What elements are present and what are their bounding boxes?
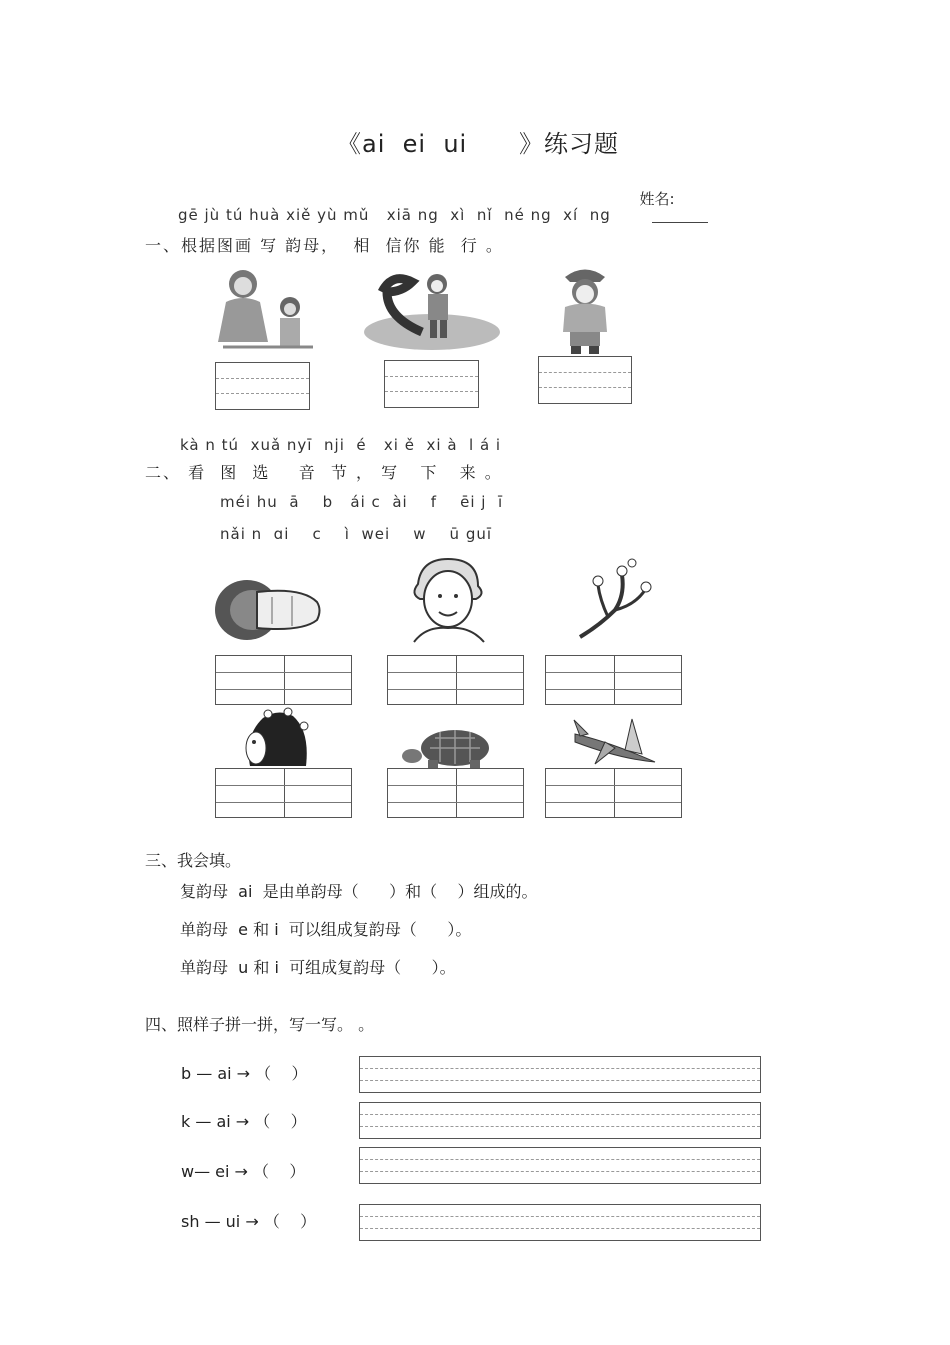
- spell-answer-box[interactable]: [359, 1204, 761, 1241]
- fill-line-2: 单韵母 e 和 i 可以组成复韵母（ ）。: [180, 920, 472, 939]
- spell-answer-box[interactable]: [359, 1147, 761, 1184]
- fill-line-1: 复韵母 ai 是由单韵母（ ）和（ ）组成的。: [180, 882, 538, 901]
- hedgehog-picture: [238, 706, 313, 768]
- name-blank[interactable]: [652, 222, 708, 223]
- section1-heading: 一、根据图画 写 韵母， 相 信你 能 行 。: [145, 236, 504, 255]
- name-field[interactable]: [630, 170, 708, 227]
- answer-box-1[interactable]: [215, 362, 310, 410]
- airplane-picture: [570, 714, 660, 769]
- syllable-grid-1[interactable]: [215, 655, 352, 705]
- spell-item-label: sh — ui → （ ）: [181, 1212, 317, 1231]
- section2-pinyin: kà n tú xuǎ nyī nji é xi ě xi à l á i: [180, 436, 502, 454]
- page-title: 《ai ei ui 》练习题: [337, 130, 619, 158]
- options-row-2: nǎi n ɑi c ì wei w ū guī: [220, 525, 493, 543]
- syllable-grid-6[interactable]: [545, 768, 682, 818]
- spell-item-label: b — ai → （ ）: [181, 1064, 308, 1083]
- child-with-letter-e-picture: [362, 262, 502, 352]
- plum-blossom-branch-picture: [570, 555, 660, 645]
- answer-box-2[interactable]: [384, 360, 479, 408]
- section4-heading: 四、照样子拼一拼，写一写。 。: [145, 1015, 375, 1034]
- section3-heading: 三、我会填。: [145, 851, 242, 870]
- spell-answer-box[interactable]: [359, 1102, 761, 1139]
- syllable-grid-4[interactable]: [215, 768, 352, 818]
- options-row-1: méi hu ā b ái c ài f ēi j ī: [220, 493, 504, 511]
- syllable-grid-2[interactable]: [387, 655, 524, 705]
- spell-item-label: k — ai → （ ）: [181, 1112, 307, 1131]
- turtle-picture: [400, 726, 500, 771]
- girl-and-boy-picture: [198, 262, 328, 352]
- girl-picture: [535, 262, 635, 357]
- section1-pinyin: gē jù tú huà xiě yù mǔ xiā ng xì nǐ né ng xí ng: [178, 206, 611, 224]
- grandmother-picture: [406, 554, 491, 644]
- cabbage-picture: [212, 572, 327, 647]
- fill-line-3: 单韵母 u 和 i 可组成复韵母（ ）。: [180, 958, 456, 977]
- answer-box-3[interactable]: [538, 356, 632, 404]
- section2-heading: 二、 看 图 选 音 节 ， 写 下 来 。: [145, 463, 503, 482]
- syllable-grid-3[interactable]: [545, 655, 682, 705]
- syllable-grid-5[interactable]: [387, 768, 524, 818]
- spell-item-label: w— ei → （ ）: [181, 1162, 306, 1181]
- name-label: 姓名:: [639, 190, 675, 208]
- spell-answer-box[interactable]: [359, 1056, 761, 1093]
